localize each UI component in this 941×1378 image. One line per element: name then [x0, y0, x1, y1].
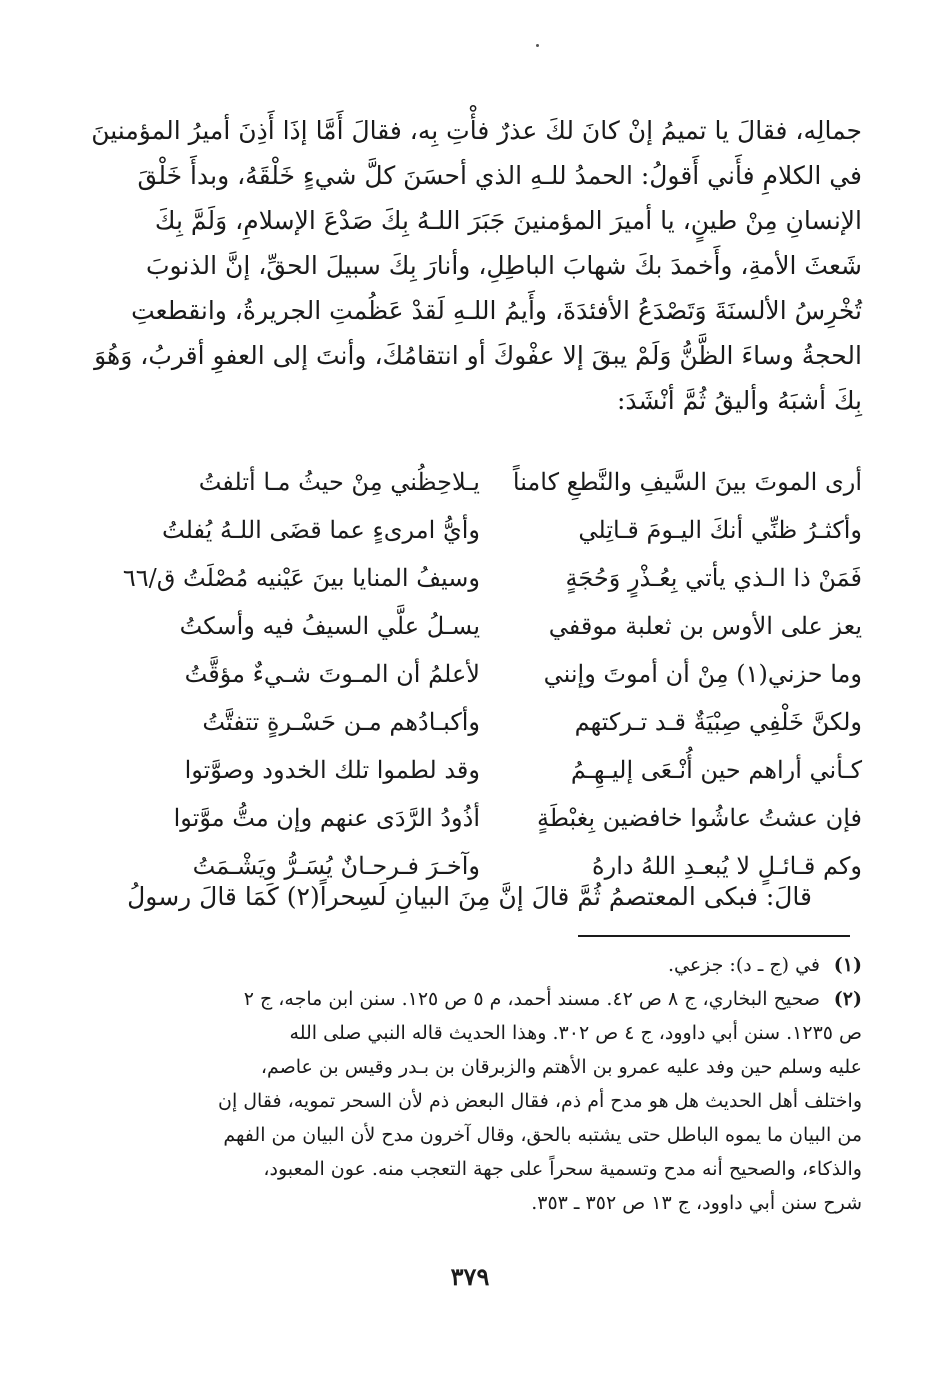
main-prose [91, 108, 862, 423]
verse-second-hemistich: يسـلُ علَّي السيفُ فيه وأسكتُ [179, 612, 480, 640]
verse-first-hemistich: فإن عشتُ عاشُوا خافضين بِغبْطَةٍ [536, 804, 862, 832]
footnote-marker: (١) [833, 954, 862, 976]
footnote-text: ص ١٢٣٥. سنن أبي داوود، ج ٤ ص ٣٠٢. وهذا الحديث قاله النبي صلى الله [289, 1022, 862, 1044]
footnote-text: في (ج ـ د): جزعي. [667, 954, 820, 976]
verse-second-hemistich: أذُودُ الرَّدَى عنهم وإن متُّ موَّتوا [173, 804, 480, 832]
verse-first-hemistich: فَمَنْ ذا الـذي يأتي بِعُـذْرٍ وَحُجَةٍ [565, 564, 862, 592]
closing-text: قالَ: فبكى المعتصمُ ثُمَّ قالَ إنَّ مِنَ البيانِ لَسِحراً(٢) كَمَا قالَ رسولُ [127, 882, 812, 911]
prose-line: تُخْرِسُ الألسنَةَ وَتَصْدَعُ الأفئدَةَ، وأَيمُ اللـهِ لَقدْ عَظُمتِ الجريرةُ، وانقطعتِ [131, 296, 862, 325]
footnote-text: عليه وسلم حين وفد عليه عمرو بن الأهتم والزبرقان بن بـدر وقيس بن عاصم، [260, 1056, 862, 1078]
verse [150, 746, 862, 794]
prose-line: الحجةُ وساءَ الظَّنُّ وَلَمْ يبقَ إلا عفْوكَ أو انتقامُكَ، وأنتَ إلى العفوِ أقربُ، وَهُوَ [94, 341, 862, 370]
footnote [150, 948, 862, 982]
verse [150, 458, 862, 506]
closing-line [127, 874, 862, 919]
footnote [150, 982, 862, 1220]
verse-first-hemistich: وما حزني(١) مِنْ أن أموتَ وإنني [543, 660, 862, 688]
verse-first-hemistich: وأكثـرُ ظنِّي أنكَ اليـومَ قـاتِلي [578, 516, 862, 544]
verse [150, 650, 862, 698]
verse-first-hemistich: أرى الموتَ بينَ السَّيفِ والنَّطعِ كامناً [512, 468, 862, 496]
footnotes [150, 948, 862, 1220]
prose-line: شَعثَ الأمةِ، وأَخمدَ بكَ شهابَ الباطِلِ، وأنارَ بِكَ سبيلَ الحقِّ، إنَّ الذنوبَ [145, 251, 862, 280]
verse-first-hemistich: ولكنَّ خَلْفِي صِبْيَةٌ قـد تـركتهم [574, 708, 862, 736]
prose-line: بِكَ أشبَهُ وأليقُ ثُمَّ أنْشَدَ: [616, 386, 862, 415]
verse [150, 794, 862, 842]
footnote-text: صحيح البخاري، ج ٨ ص ٤٢. مسند أحمد، م ٥ ص ١٢٥. سنن ابن ماجه، ج ٢ [243, 988, 820, 1010]
verse [150, 698, 862, 746]
footnote-text: شرح سنن أبي داوود، ج ١٣ ص ٣٥٢ ـ ٣٥٣. [531, 1192, 862, 1214]
verse-second-hemistich: وأيُّ امرىءٍ عما قضَى اللـهُ يُفلتُ [162, 516, 480, 544]
scan-speck [536, 44, 539, 47]
prose-line: الإنسانِ مِنْ طينٍ، يا أميرَ المؤمنينَ جَبَرَ اللـهُ بِكَ صَدْعَ الإسلامِ، وَلَمَّ بِكَ [154, 206, 862, 235]
verse-second-hemistich: وقد لطموا تلك الخدود وصوَّتوا [184, 756, 480, 784]
verse [150, 506, 862, 554]
verse-first-hemistich: يعز على الأوس بن ثعلبة موقفي [548, 612, 862, 640]
page-number: ٣٧٩ [450, 1262, 490, 1291]
footnote-separator [578, 935, 850, 937]
prose-line: في الكلامِ فأَني أَقولُ: الحمدُ للـهِ الذي أحسَنَ كلَّ شيءٍ خَلْقَهُ، وبدأَ خَلْقَ [137, 161, 862, 190]
footnote-text: من البيان ما يموه الباطل حتى يشتبه بالحق، وقال آخرون مدح لأن البيان من الفهم [223, 1124, 862, 1146]
verse-second-hemistich: وسيفُ المنايا بينَ عَيْنيه مُصْلَتُ ق/٦٦ [122, 564, 480, 592]
poem [122, 458, 862, 890]
verse-second-hemistich: وآخـرَ فـرحـانٌ يُسَـرُّ ويَشْـمَتُ [192, 852, 480, 880]
verse-second-hemistich: وأكبـادُهم مـن حَسْـرةٍ تتفتَّتُ [202, 708, 480, 736]
verse-second-hemistich: لأعلمُ أن المـوتَ شـيءٌ مؤقَّتُ [184, 660, 480, 688]
verse [150, 602, 862, 650]
verse-first-hemistich: كـأني أراهم حين أُنْـعَى إليـهِـمُ [570, 756, 862, 784]
footnote-text: واختلف أهل الحديث هل هو مدح أم ذم، فقال البعض ذم لأن السحر تمويه، فقال إن [217, 1090, 862, 1112]
footnote-text: والذكاء، والصحيح أنه مدح وتسمية سحراً على جهة التعجب منه. عون المعبود، [263, 1158, 862, 1180]
verse [122, 554, 862, 602]
verse-second-hemistich: يـلاحِظُني مِنْ حيثُ مـا أتلفتُ [198, 468, 480, 496]
verse-first-hemistich: وكم قـائـلٍ لا يُبعـدِ اللهُ دارهُ [592, 852, 862, 880]
footnote-marker: (٢) [833, 988, 862, 1010]
prose-line: جمالِه، فقالَ يا تميمُ إنْ كانَ لكَ عذرٌ فأْتِ بِه، فقالَ أَمَّا إذَا أَذِنَ أميرُ المؤمنينَ [91, 116, 862, 145]
